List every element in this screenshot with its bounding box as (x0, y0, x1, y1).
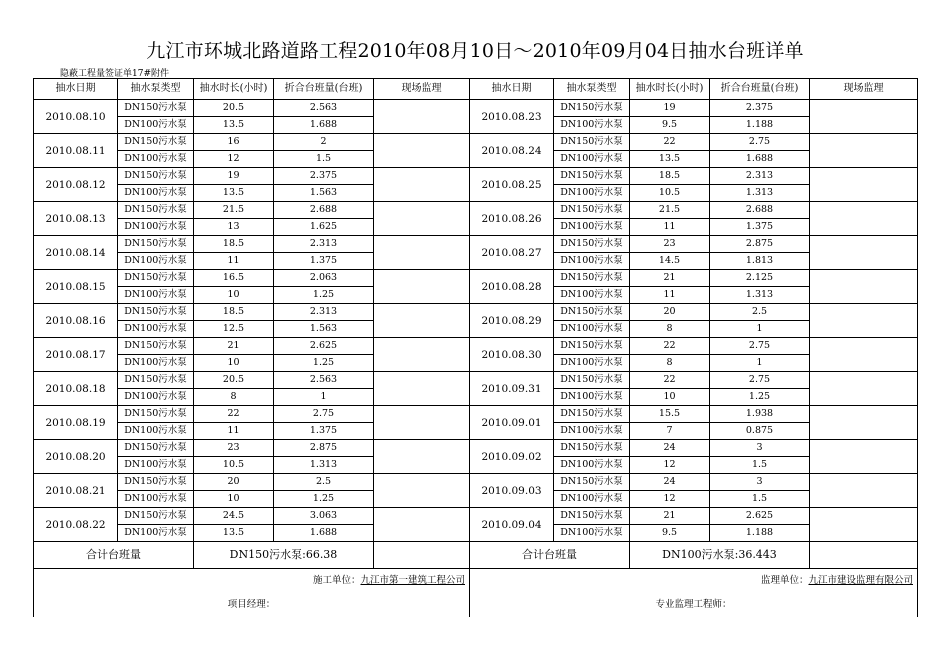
totals-row (34, 542, 918, 569)
pump-type-dn100: DN100污水泵 (118, 491, 194, 508)
supervisor-cell (810, 508, 918, 542)
header-row (34, 79, 918, 100)
supervisor-cell (374, 440, 470, 474)
pump-type-dn150: DN150污水泵 (118, 100, 194, 117)
pump-hours-dn100: 12 (630, 491, 710, 508)
pump-type-dn150: DN150污水泵 (554, 474, 630, 491)
pump-shifts-dn150: 2.75 (710, 134, 810, 151)
pump-date: 2010.08.26 (470, 202, 554, 236)
header-supervisor: 现场监理 (374, 79, 470, 100)
pump-type-dn150: DN150污水泵 (554, 304, 630, 321)
pump-hours-dn150: 19 (194, 168, 274, 185)
supervisor-cell (810, 372, 918, 406)
pump-type-dn100: DN100污水泵 (554, 355, 630, 372)
pump-type-dn100: DN100污水泵 (118, 457, 194, 474)
pump-shifts-dn150: 2.75 (274, 406, 374, 423)
pump-hours-dn100: 10.5 (630, 185, 710, 202)
pump-shifts-dn150: 3 (710, 474, 810, 491)
pump-shifts-dn150: 2.375 (710, 100, 810, 117)
day-row-dn150 (34, 134, 918, 151)
pump-shifts-dn100: 1.375 (274, 253, 374, 270)
pump-hours-dn150: 16.5 (194, 270, 274, 287)
header-pump-type: 抽水泵类型 (554, 79, 630, 100)
pump-type-dn150: DN150污水泵 (554, 440, 630, 457)
project-manager: 项目经理： (34, 593, 470, 617)
pump-shifts-dn100: 1.563 (274, 185, 374, 202)
day-row-dn150 (34, 338, 918, 355)
document-title: 九江市环城北路道路工程2010年08月10日～2010年09月04日抽水台班详单 (146, 40, 804, 62)
supervisor-cell (810, 304, 918, 338)
pump-type-dn100: DN100污水泵 (554, 525, 630, 542)
pump-type-dn150: DN150污水泵 (554, 270, 630, 287)
pump-shifts-dn150: 2.563 (274, 100, 374, 117)
pump-hours-dn100: 7 (630, 423, 710, 440)
pump-date: 2010.08.17 (34, 338, 118, 372)
header-shifts: 折合台班量(台班) (274, 79, 374, 100)
pump-type-dn150: DN150污水泵 (554, 236, 630, 253)
pump-date: 2010.09.03 (470, 474, 554, 508)
supervisor-cell (810, 168, 918, 202)
pump-date: 2010.08.10 (34, 100, 118, 134)
pump-type-dn150: DN150污水泵 (554, 168, 630, 185)
pump-hours-dn150: 16 (194, 134, 274, 151)
pump-shifts-dn100: 1.5 (710, 457, 810, 474)
pump-hours-dn150: 22 (630, 134, 710, 151)
pump-hours-dn150: 24 (630, 440, 710, 457)
pump-type-dn150: DN150污水泵 (118, 202, 194, 219)
supervisor-cell (374, 236, 470, 270)
pump-type-dn150: DN150污水泵 (118, 236, 194, 253)
pump-shifts-dn100: 1.5 (274, 151, 374, 168)
pump-hours-dn150: 20.5 (194, 372, 274, 389)
supervisor-cell (374, 338, 470, 372)
pump-shifts-dn100: 1 (710, 355, 810, 372)
pump-shifts-dn100: 1.313 (710, 287, 810, 304)
supervisor-cell (810, 270, 918, 304)
pump-date: 2010.09.02 (470, 440, 554, 474)
pump-hours-dn150: 19 (630, 100, 710, 117)
day-row-dn150 (34, 270, 918, 287)
pump-hours-dn100: 14.5 (630, 253, 710, 270)
pump-shifts-dn150: 2.313 (274, 236, 374, 253)
pump-shifts-dn100: 1.188 (710, 525, 810, 542)
pump-shifts-dn100: 1.563 (274, 321, 374, 338)
pump-shifts-dn150: 2.125 (710, 270, 810, 287)
pump-type-dn100: DN100污水泵 (118, 151, 194, 168)
pump-hours-dn150: 22 (194, 406, 274, 423)
supervisor-cell (374, 372, 470, 406)
signature-row-person (34, 593, 918, 617)
supervisor-cell (810, 406, 918, 440)
pump-shifts-dn150: 3.063 (274, 508, 374, 525)
pump-shifts-dn150: 2 (274, 134, 374, 151)
pump-type-dn100: DN100污水泵 (554, 253, 630, 270)
pump-type-dn100: DN100污水泵 (118, 423, 194, 440)
pump-type-dn100: DN100污水泵 (118, 253, 194, 270)
pump-hours-dn150: 18.5 (630, 168, 710, 185)
pump-hours-dn150: 20 (194, 474, 274, 491)
supervisor-cell (374, 406, 470, 440)
pump-hours-dn150: 21 (630, 270, 710, 287)
pump-type-dn150: DN150污水泵 (118, 372, 194, 389)
pump-type-dn100: DN100污水泵 (554, 117, 630, 134)
pump-shifts-dn150: 2.875 (274, 440, 374, 457)
header-pump-type: 抽水泵类型 (118, 79, 194, 100)
day-row-dn150 (34, 474, 918, 491)
day-row-dn150 (34, 440, 918, 457)
totals-right-value: DN100污水泵:36.443 (630, 542, 810, 569)
day-row-dn150 (34, 406, 918, 423)
pump-type-dn100: DN100污水泵 (554, 321, 630, 338)
pump-type-dn150: DN150污水泵 (118, 270, 194, 287)
pump-shifts-dn150: 2.375 (274, 168, 374, 185)
pump-date: 2010.09.31 (470, 372, 554, 406)
pump-shifts-dn150: 2.563 (274, 372, 374, 389)
pump-shift-table (33, 78, 918, 617)
supervisor-cell (374, 304, 470, 338)
pump-hours-dn150: 24.5 (194, 508, 274, 525)
construction-unit-name: 九江市第一建筑工程公司 (360, 575, 465, 586)
pump-type-dn100: DN100污水泵 (118, 185, 194, 202)
supervisor-cell (374, 168, 470, 202)
pump-shifts-dn150: 2.688 (274, 202, 374, 219)
pump-shifts-dn150: 2.688 (710, 202, 810, 219)
pump-shifts-dn100: 1.688 (710, 151, 810, 168)
pump-date: 2010.08.28 (470, 270, 554, 304)
pump-shifts-dn100: 1.25 (274, 355, 374, 372)
pump-date: 2010.08.25 (470, 168, 554, 202)
pump-type-dn100: DN100污水泵 (118, 321, 194, 338)
pump-type-dn100: DN100污水泵 (554, 219, 630, 236)
pump-hours-dn100: 13.5 (194, 525, 274, 542)
pump-hours-dn100: 10.5 (194, 457, 274, 474)
header-supervisor: 现场监理 (810, 79, 918, 100)
pump-date: 2010.09.01 (470, 406, 554, 440)
pump-hours-dn100: 11 (630, 287, 710, 304)
pump-type-dn150: DN150污水泵 (554, 372, 630, 389)
pump-hours-dn100: 11 (630, 219, 710, 236)
pump-shifts-dn100: 1.688 (274, 525, 374, 542)
pump-shifts-dn100: 1.313 (710, 185, 810, 202)
pump-date: 2010.08.12 (34, 168, 118, 202)
pump-shifts-dn150: 2.5 (274, 474, 374, 491)
pump-hours-dn150: 20.5 (194, 100, 274, 117)
supervisor-cell (810, 100, 918, 134)
pump-hours-dn100: 9.5 (630, 117, 710, 134)
pump-hours-dn100: 12 (194, 151, 274, 168)
pump-date: 2010.08.27 (470, 236, 554, 270)
pump-type-dn150: DN150污水泵 (118, 508, 194, 525)
pump-type-dn150: DN150污水泵 (554, 202, 630, 219)
signature-row-unit (34, 569, 918, 594)
pump-type-dn100: DN100污水泵 (554, 491, 630, 508)
pump-type-dn100: DN100污水泵 (118, 287, 194, 304)
day-row-dn150 (34, 236, 918, 253)
pump-date: 2010.08.22 (34, 508, 118, 542)
pump-type-dn150: DN150污水泵 (554, 134, 630, 151)
day-row-dn150 (34, 100, 918, 117)
construction-unit-label: 施工单位： (312, 575, 361, 586)
pump-shifts-dn150: 1.938 (710, 406, 810, 423)
pump-hours-dn100: 10 (194, 355, 274, 372)
pump-type-dn150: DN150污水泵 (118, 304, 194, 321)
pump-hours-dn100: 11 (194, 253, 274, 270)
pump-type-dn100: DN100污水泵 (118, 219, 194, 236)
pump-hours-dn100: 13.5 (194, 185, 274, 202)
pump-hours-dn100: 12.5 (194, 321, 274, 338)
pump-hours-dn150: 23 (194, 440, 274, 457)
supervisor-cell (810, 202, 918, 236)
day-row-dn150 (34, 508, 918, 525)
attachment-note: 隐蔽工程量签证单17#附件 (60, 69, 169, 79)
pump-hours-dn100: 13 (194, 219, 274, 236)
pump-type-dn150: DN150污水泵 (554, 100, 630, 117)
pump-hours-dn150: 21.5 (194, 202, 274, 219)
pump-hours-dn150: 18.5 (194, 236, 274, 253)
pump-date: 2010.08.18 (34, 372, 118, 406)
pump-shifts-dn100: 1.25 (274, 287, 374, 304)
pump-hours-dn150: 22 (630, 338, 710, 355)
pump-date: 2010.08.24 (470, 134, 554, 168)
pump-type-dn150: DN150污水泵 (554, 406, 630, 423)
pump-shifts-dn150: 2.625 (710, 508, 810, 525)
totals-label: 合计台班量 (34, 542, 194, 569)
header-date: 抽水日期 (470, 79, 554, 100)
pump-shifts-dn150: 2.5 (710, 304, 810, 321)
pump-type-dn100: DN100污水泵 (118, 525, 194, 542)
totals-right-blank (810, 542, 918, 569)
supervisor-cell (374, 134, 470, 168)
pump-type-dn100: DN100污水泵 (554, 389, 630, 406)
pump-hours-dn150: 23 (630, 236, 710, 253)
pump-hours-dn100: 10 (630, 389, 710, 406)
supervisor-cell (810, 236, 918, 270)
pump-hours-dn100: 12 (630, 457, 710, 474)
day-row-dn150 (34, 304, 918, 321)
pump-type-dn150: DN150污水泵 (118, 474, 194, 491)
pump-shifts-dn100: 1.5 (710, 491, 810, 508)
pump-type-dn100: DN100污水泵 (118, 117, 194, 134)
pump-date: 2010.08.20 (34, 440, 118, 474)
header-shifts: 折合台班量(台班) (710, 79, 810, 100)
pump-date: 2010.08.14 (34, 236, 118, 270)
pump-shifts-dn150: 2.313 (710, 168, 810, 185)
pump-hours-dn150: 21 (194, 338, 274, 355)
pump-shifts-dn100: 1.625 (274, 219, 374, 236)
pump-shifts-dn100: 1 (710, 321, 810, 338)
pump-date: 2010.08.19 (34, 406, 118, 440)
pump-shifts-dn100: 1.688 (274, 117, 374, 134)
pump-date: 2010.08.21 (34, 474, 118, 508)
pump-type-dn100: DN100污水泵 (118, 355, 194, 372)
pump-shifts-dn100: 1.313 (274, 457, 374, 474)
pump-hours-dn100: 10 (194, 287, 274, 304)
header-date: 抽水日期 (34, 79, 118, 100)
header-hours: 抽水时长(小时) (194, 79, 274, 100)
pump-type-dn150: DN150污水泵 (118, 440, 194, 457)
pump-hours-dn100: 13.5 (630, 151, 710, 168)
pump-hours-dn100: 13.5 (194, 117, 274, 134)
pump-hours-dn100: 11 (194, 423, 274, 440)
pump-hours-dn150: 24 (630, 474, 710, 491)
pump-type-dn150: DN150污水泵 (554, 508, 630, 525)
pump-date: 2010.08.13 (34, 202, 118, 236)
pump-shifts-dn150: 2.75 (710, 338, 810, 355)
pump-shifts-dn100: 1.813 (710, 253, 810, 270)
supervising-engineer: 专业监理工程师： (470, 593, 918, 617)
pump-shifts-dn150: 2.313 (274, 304, 374, 321)
day-row-dn150 (34, 168, 918, 185)
supervisor-cell (374, 100, 470, 134)
pump-shifts-dn100: 1.375 (710, 219, 810, 236)
supervisor-cell (374, 270, 470, 304)
pump-shifts-dn100: 1.375 (274, 423, 374, 440)
totals-left-blank (374, 542, 470, 569)
pump-shifts-dn150: 2.75 (710, 372, 810, 389)
supervision-unit-label: 监理单位： (760, 575, 809, 586)
pump-date: 2010.08.15 (34, 270, 118, 304)
totals-label: 合计台班量 (470, 542, 630, 569)
pump-hours-dn100: 8 (630, 355, 710, 372)
pump-date: 2010.08.11 (34, 134, 118, 168)
pump-hours-dn150: 21 (630, 508, 710, 525)
pump-shifts-dn100: 1.25 (274, 491, 374, 508)
pump-shifts-dn100: 0.875 (710, 423, 810, 440)
supervisor-cell (374, 202, 470, 236)
pump-hours-dn100: 9.5 (630, 525, 710, 542)
header-hours: 抽水时长(小时) (630, 79, 710, 100)
supervisor-cell (810, 474, 918, 508)
supervision-unit (470, 569, 918, 594)
pump-type-dn150: DN150污水泵 (118, 168, 194, 185)
pump-type-dn100: DN100污水泵 (554, 151, 630, 168)
pump-shifts-dn150: 2.063 (274, 270, 374, 287)
pump-type-dn150: DN150污水泵 (118, 406, 194, 423)
pump-shifts-dn100: 1.188 (710, 117, 810, 134)
pump-date: 2010.08.29 (470, 304, 554, 338)
day-row-dn150 (34, 372, 918, 389)
totals-left-value: DN150污水泵:66.38 (194, 542, 374, 569)
supervision-unit-name: 九江市建设监理有限公司 (808, 575, 913, 586)
day-row-dn150 (34, 202, 918, 219)
supervisor-cell (810, 440, 918, 474)
supervisor-cell (374, 474, 470, 508)
pump-hours-dn150: 21.5 (630, 202, 710, 219)
supervisor-cell (374, 508, 470, 542)
pump-type-dn150: DN150污水泵 (554, 338, 630, 355)
supervisor-cell (810, 338, 918, 372)
pump-type-dn100: DN100污水泵 (118, 389, 194, 406)
construction-unit (34, 569, 470, 594)
pump-shifts-dn150: 2.875 (710, 236, 810, 253)
pump-shifts-dn100: 1.25 (710, 389, 810, 406)
pump-shifts-dn150: 3 (710, 440, 810, 457)
pump-type-dn100: DN100污水泵 (554, 185, 630, 202)
pump-date: 2010.09.04 (470, 508, 554, 542)
pump-date: 2010.08.30 (470, 338, 554, 372)
pump-hours-dn150: 18.5 (194, 304, 274, 321)
pump-hours-dn100: 10 (194, 491, 274, 508)
pump-type-dn100: DN100污水泵 (554, 287, 630, 304)
pump-hours-dn100: 8 (630, 321, 710, 338)
pump-type-dn100: DN100污水泵 (554, 423, 630, 440)
pump-type-dn100: DN100污水泵 (554, 457, 630, 474)
pump-hours-dn150: 22 (630, 372, 710, 389)
supervisor-cell (810, 134, 918, 168)
pump-shifts-dn100: 1 (274, 389, 374, 406)
pump-type-dn150: DN150污水泵 (118, 338, 194, 355)
pump-date: 2010.08.23 (470, 100, 554, 134)
pump-type-dn150: DN150污水泵 (118, 134, 194, 151)
pump-shifts-dn150: 2.625 (274, 338, 374, 355)
pump-hours-dn150: 20 (630, 304, 710, 321)
pump-hours-dn150: 15.5 (630, 406, 710, 423)
pump-hours-dn100: 8 (194, 389, 274, 406)
pump-date: 2010.08.16 (34, 304, 118, 338)
